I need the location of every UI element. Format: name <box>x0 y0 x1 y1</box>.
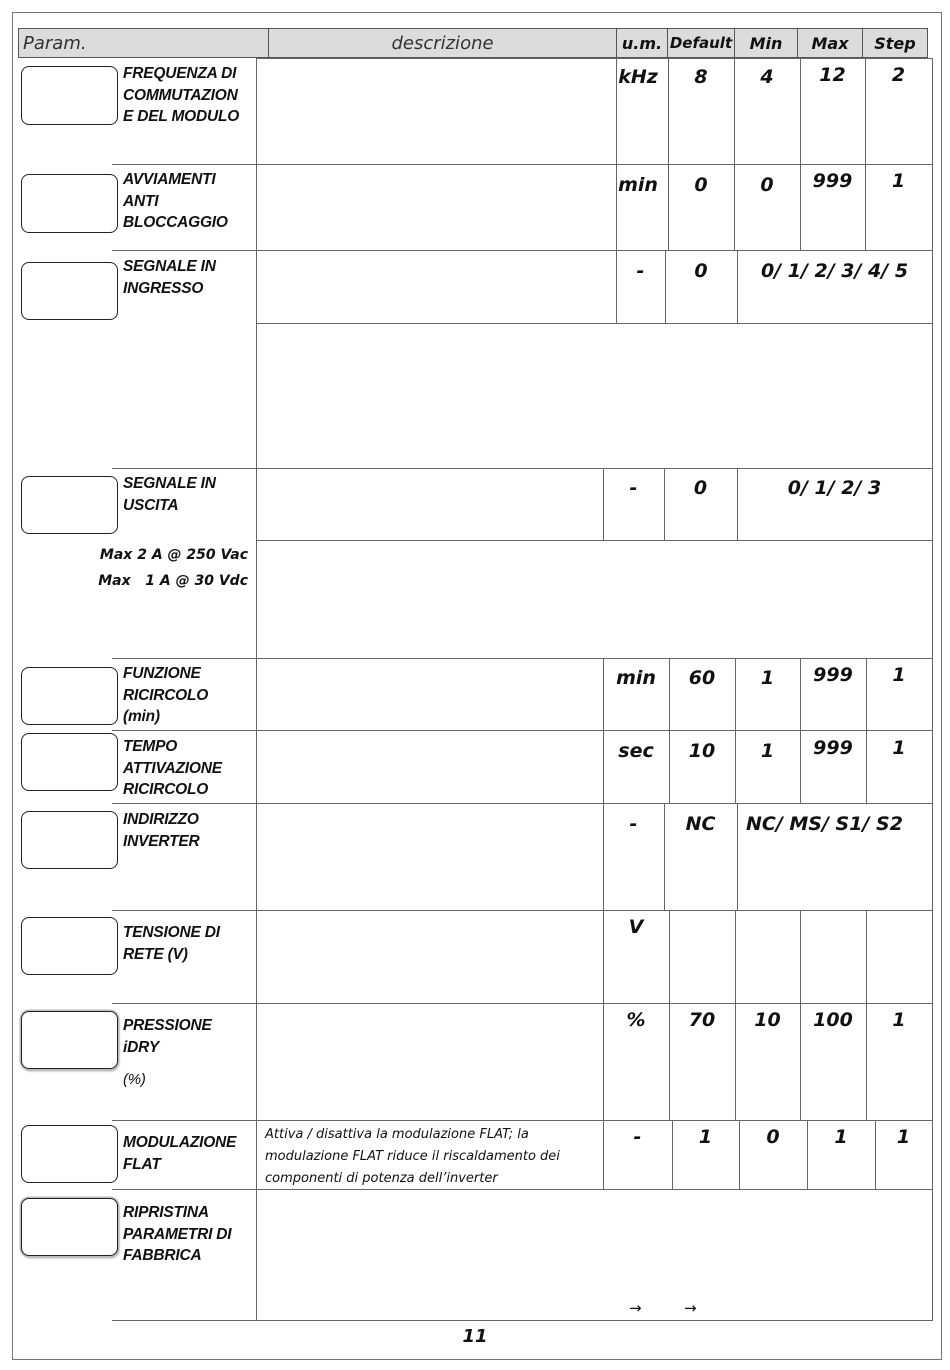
param-name: TENSIONE DI RETE (V) <box>123 924 220 963</box>
um-value: min <box>616 667 656 689</box>
default-value: 0 <box>694 260 708 282</box>
param-display-box <box>21 1198 118 1256</box>
um-value: % <box>626 1009 646 1031</box>
min-value: 4 <box>760 66 774 88</box>
param-unit-label: (%) <box>123 1071 146 1088</box>
page-number: 11 <box>462 1326 488 1347</box>
param-display-box <box>21 811 118 869</box>
header-um: u.m. <box>616 28 668 58</box>
max-value: 100 <box>813 1009 853 1031</box>
default-value: 0 <box>694 174 708 196</box>
param-name: AVVIAMENTI ANTI BLOCCAGGIO <box>123 171 228 231</box>
param-display-box <box>21 733 118 791</box>
default-value: 0 <box>693 477 708 499</box>
min-value: 1 <box>760 667 775 689</box>
max-value: 999 <box>813 664 853 686</box>
param-display-box <box>21 476 118 534</box>
output-limit-note: Max 2 A @ 250 Vac <box>99 547 248 563</box>
max-value: 1 <box>834 1126 848 1148</box>
step-value: 1 <box>892 737 906 759</box>
param-description: Attiva / disattiva la modulazione FLAT; la modulazione FLAT riduce il riscaldamento dei componenti di potenza dell’inverter <box>265 1127 560 1186</box>
param-name: INDIRIZZO INVERTER <box>123 811 200 850</box>
um-value: - <box>629 477 638 499</box>
param-name: TEMPO ATTIVAZIONE RICIRCOLO <box>123 738 222 798</box>
um-value: - <box>633 1126 642 1148</box>
um-value: V <box>628 916 644 938</box>
um-value: min <box>618 174 658 196</box>
step-value: 1 <box>892 1009 906 1031</box>
max-value: 12 <box>819 64 846 86</box>
range-values: 0/ 1/ 2/ 3 <box>787 477 882 499</box>
default-value: 1 <box>698 1126 713 1148</box>
header-min: Min <box>734 28 798 58</box>
param-name: FREQUENZA DI COMMUTAZION E DEL MODULO <box>123 65 240 125</box>
step-value: 1 <box>892 664 906 686</box>
output-limit-note: Max 1 A @ 30 Vdc <box>98 573 248 589</box>
arrow-icon: → <box>684 1299 697 1317</box>
range-values: NC/ MS/ S1/ S2 <box>746 813 903 835</box>
min-value: 10 <box>754 1009 781 1031</box>
param-name: RIPRISTINA PARAMETRI DI FABBRICA <box>123 1204 232 1264</box>
default-value: 60 <box>688 667 716 689</box>
step-value: 1 <box>891 170 906 192</box>
param-display-box <box>21 1011 118 1069</box>
step-value: 2 <box>891 64 906 86</box>
default-value: 10 <box>688 740 716 762</box>
arrow-icon: → <box>629 1299 642 1317</box>
step-value: 1 <box>896 1126 911 1148</box>
um-value: kHz <box>618 66 658 88</box>
param-display-box <box>21 667 118 725</box>
param-display-box <box>21 917 118 975</box>
param-name: SEGNALE IN USCITA <box>123 475 216 514</box>
default-value: 8 <box>694 66 708 88</box>
header-default: Default <box>667 28 735 58</box>
max-value: 999 <box>812 170 853 192</box>
param-name: FUNZIONE RICIRCOLO (min) <box>123 665 209 725</box>
min-value: 1 <box>760 740 775 762</box>
header-param: Param. <box>18 28 269 58</box>
param-display-box <box>21 66 118 125</box>
default-value: 70 <box>688 1009 716 1031</box>
header-max: Max <box>797 28 863 58</box>
header-descrizione: descrizione <box>268 28 617 58</box>
max-value: 999 <box>813 737 853 759</box>
param-name: PRESSIONE iDRY <box>123 1017 212 1056</box>
min-value: 0 <box>766 1126 780 1148</box>
param-name: MODULAZIONE FLAT <box>123 1134 237 1173</box>
default-value: NC <box>685 813 716 835</box>
param-display-box <box>21 174 118 233</box>
um-value: sec <box>618 740 654 762</box>
um-value: - <box>629 813 638 835</box>
um-value: - <box>636 260 645 282</box>
header-step: Step <box>862 28 928 58</box>
min-value: 0 <box>760 174 774 196</box>
range-values: 0/ 1/ 2/ 3/ 4/ 5 <box>760 260 909 282</box>
param-display-box <box>21 1125 118 1183</box>
param-display-box <box>21 262 118 320</box>
param-name: SEGNALE IN INGRESSO <box>123 258 216 297</box>
